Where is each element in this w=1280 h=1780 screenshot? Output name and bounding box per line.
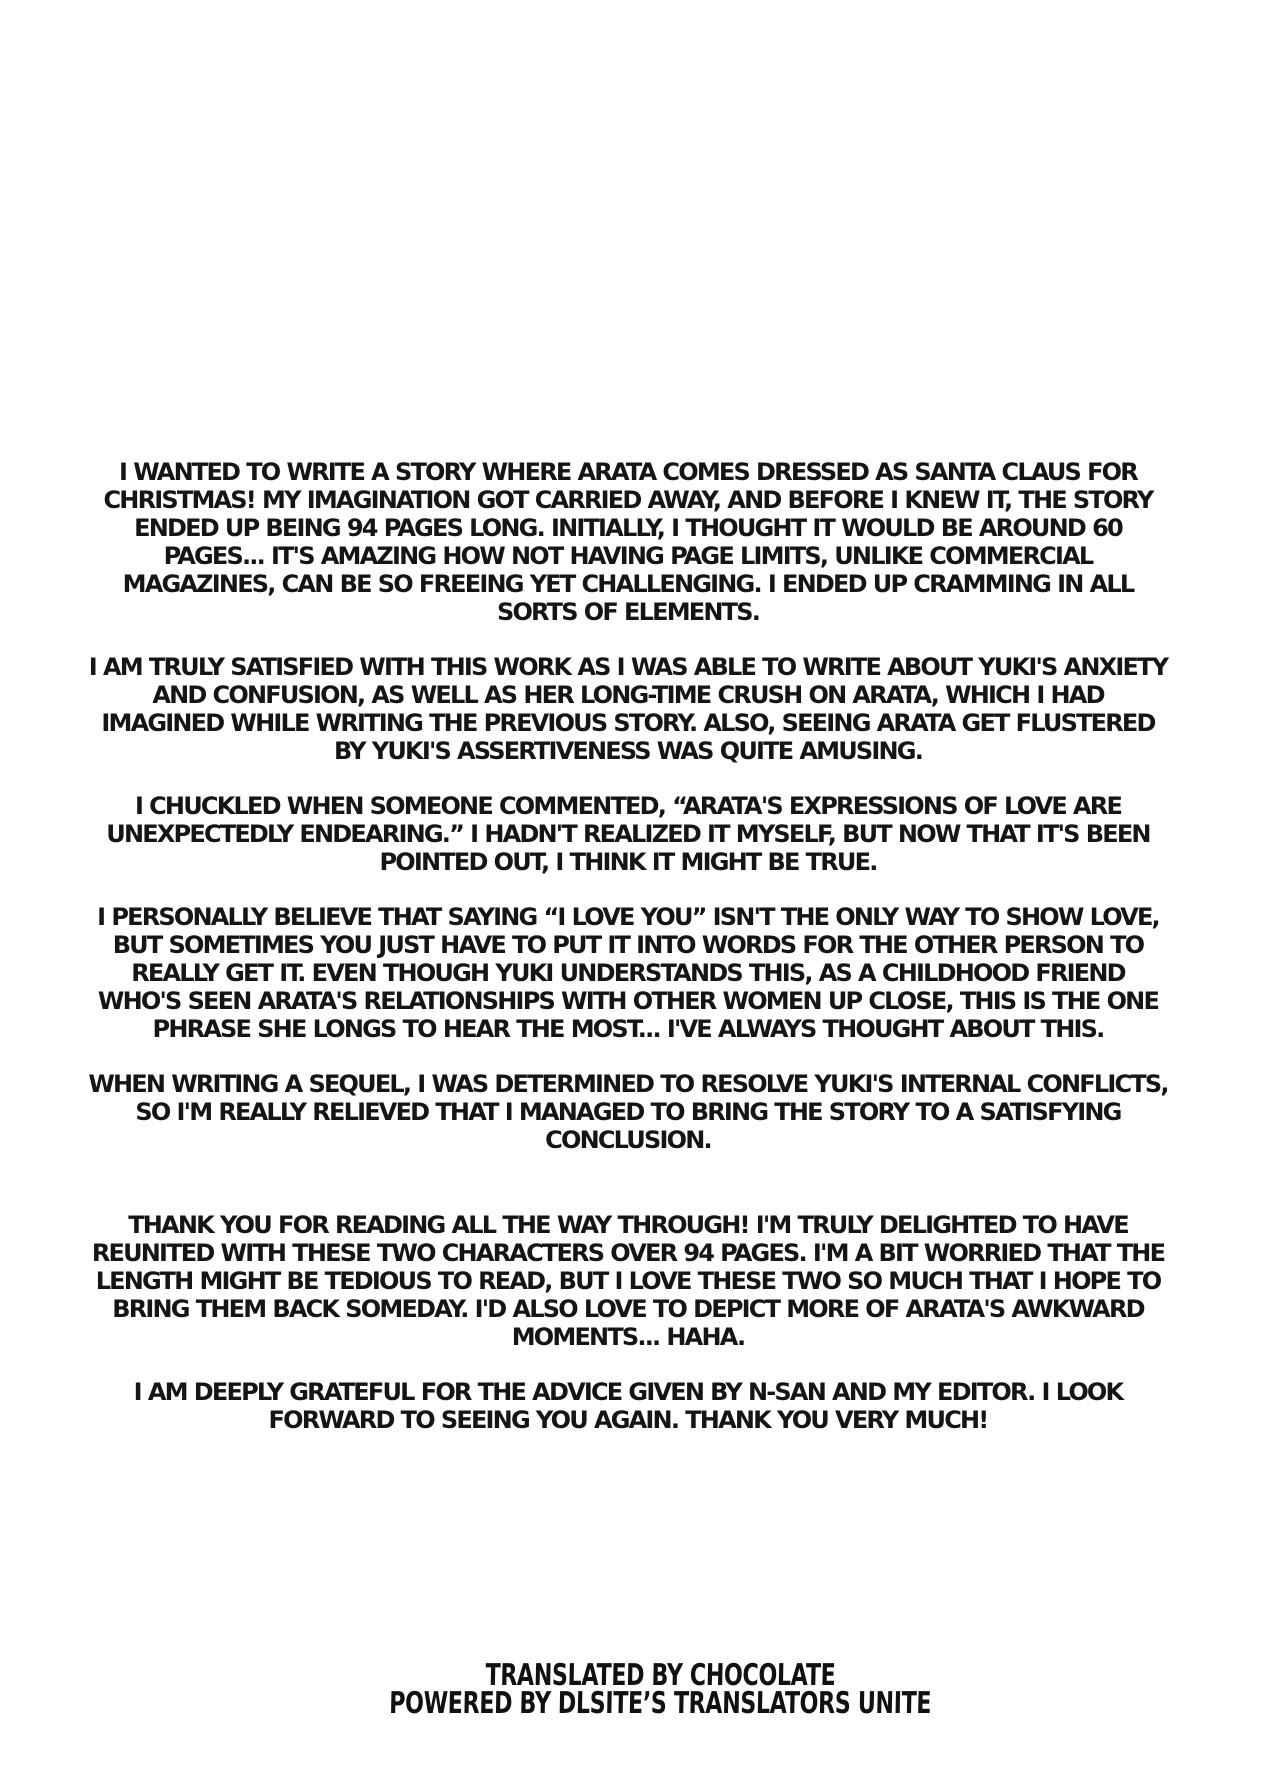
afterword-paragraph-3: I CHUCKLED WHEN SOMEONE COMMENTED, “ARATA'S EXPRESSIONS OF LOVE ARE UNEXPECTEDLY ENDEARING.” I HADN'T REALIZED IT MYSELF, BUT NOW THAT IT'S BEEN POINTED OUT, I THINK IT MIGHT BE TRUE.: [106, 792, 1150, 876]
group-credit-text: POWERED BY DLSITE’S TRANSLATORS UNITE: [388, 1686, 932, 1721]
afterword-paragraph-1: I WANTED TO WRITE A STORY WHERE ARATA COMES DRESSED AS SANTA CLAUS FOR CHRISTMAS! MY IMAGINATION GOT CARRIED AWAY, AND BEFORE I KNEW IT, THE STORY ENDED UP BEING 94 PAGES LONG. INITIALLY, I THOUGHT IT WOULD BE AROUND 60 PAGES... IT'S AMAZING HOW NOT HAVING PAGE LIMITS, UNLIKE COMMERCIAL MAGAZINES, CAN BE SO FREEING YET CHALLENGING. I ENDED UP CRAMMING IN ALL SORTS OF ELEMENTS.: [103, 458, 1153, 626]
afterword-paragraph-7: I AM DEEPLY GRATEFUL FOR THE ADVICE GIVEN BY N-SAN AND MY EDITOR. I LOOK FORWARD TO SEEING YOU AGAIN. THANK YOU VERY MUCH!: [133, 1378, 1123, 1434]
afterword-text-block: [88, 458, 1168, 1461]
afterword-paragraph-4: I PERSONALLY BELIEVE THAT SAYING “I LOVE YOU” ISN'T THE ONLY WAY TO SHOW LOVE, BUT SOMETIMES YOU JUST HAVE TO PUT IT INTO WORDS FOR THE OTHER PERSON TO REALLY GET IT. EVEN THOUGH YUKI UNDERSTANDS THIS, AS A CHILDHOOD FRIEND WHO'S SEEN ARATA'S RELATIONSHIPS WITH OTHER WOMEN UP CLOSE, THIS IS THE ONE PHRASE SHE LONGS TO HEAR THE MOST... I'VE ALWAYS THOUGHT ABOUT THIS.: [97, 903, 1159, 1043]
translator-credit-text: TRANSLATED BY CHOCOLATE: [484, 1658, 836, 1693]
afterword-paragraph-6: THANK YOU FOR READING ALL THE WAY THROUGH! I'M TRULY DELIGHTED TO HAVE REUNITED WITH THESE TWO CHARACTERS OVER 94 PAGES. I'M A BIT WORRIED THAT THE LENGTH MIGHT BE TEDIOUS TO READ, BUT I LOVE THESE TWO SO MUCH THAT I HOPE TO BRING THEM BACK SOMEDAY. I'D ALSO LOVE TO DEPICT MORE OF ARATA'S AWKWARD MOMENTS... HAHA.: [91, 1211, 1165, 1351]
group-credit-line: [20, 1686, 1280, 1721]
credits-footer: [20, 1658, 1280, 1721]
afterword-paragraph-5: WHEN WRITING A SEQUEL, I WAS DETERMINED TO RESOLVE YUKI'S INTERNAL CONFLICTS, SO I'M REALLY RELIEVED THAT I MANAGED TO BRING THE STORY TO A SATISFYING CONCLUSION.: [88, 1070, 1168, 1154]
afterword-paragraph-2: I AM TRULY SATISFIED WITH THIS WORK AS I WAS ABLE TO WRITE ABOUT YUKI'S ANXIETY AND CONFUSION, AS WELL AS HER LONG-TIME CRUSH ON ARATA, WHICH I HAD IMAGINED WHILE WRITING THE PREVIOUS STORY. ALSO, SEEING ARATA GET FLUSTERED BY YUKI'S ASSERTIVENESS WAS QUITE AMUSING.: [88, 653, 1168, 765]
